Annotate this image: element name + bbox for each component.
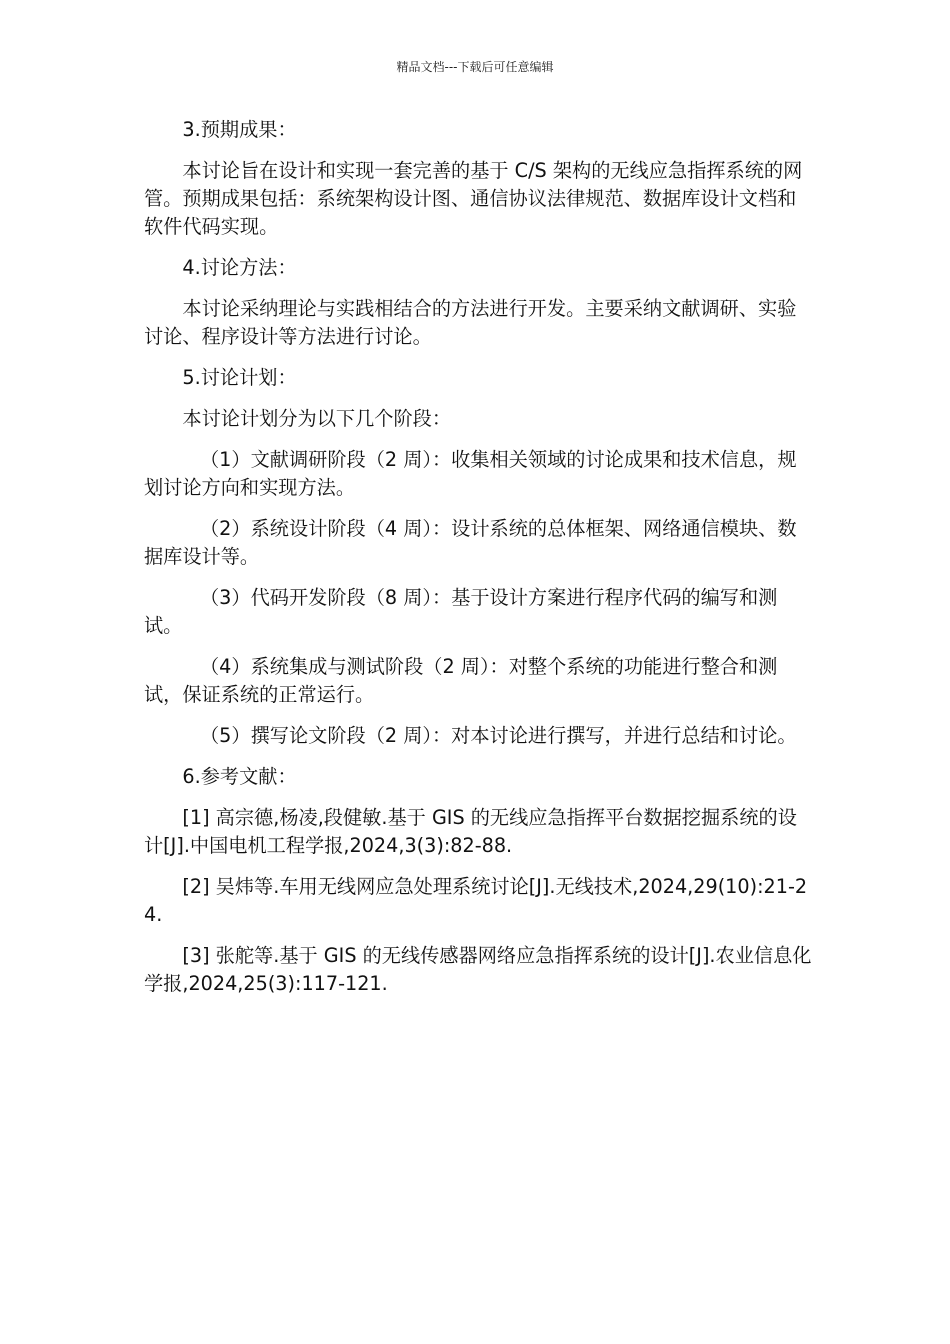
plan-stage-1: （1）文献调研阶段（2 周）：收集相关领域的讨论成果和技术信息，规划讨论方向和实现方法。: [144, 448, 797, 499]
reference-3: [3] 张舵等.基于 GIS 的无线传感器网络应急指挥系统的设计[J].农业信息化学报,2024,25(3):117-121.: [144, 944, 812, 995]
methods-paragraph: 本讨论采纳理论与实践相结合的方法进行开发。主要采纳文献调研、实验讨论、程序设计等方法进行讨论。: [144, 297, 797, 348]
section-heading-references: 6.参考文献：: [182, 765, 297, 788]
section-heading-expected-results: 3.预期成果：: [182, 118, 297, 141]
reference-1: [1] 高宗德,杨凌,段健敏.基于 GIS 的无线应急指挥平台数据挖掘系统的设计[J].中国电机工程学报,2024,3(3):82-88.: [144, 806, 797, 857]
plan-intro-paragraph: 本讨论计划分为以下几个阶段：: [182, 407, 452, 430]
section-heading-methods: 4.讨论方法：: [182, 256, 297, 279]
plan-stage-2: （2）系统设计阶段（4 周）：设计系统的总体框架、网络通信模块、数据库设计等。: [144, 517, 797, 568]
expected-results-paragraph: 本讨论旨在设计和实现一套完善的基于 C/S 架构的无线应急指挥系统的网管。预期成果包括：系统架构设计图、通信协议法律规范、数据库设计文档和软件代码实现。: [144, 159, 803, 238]
plan-stage-4: （4）系统集成与测试阶段（2 周）：对整个系统的功能进行整合和测试，保证系统的正常运行。: [144, 655, 778, 706]
page-header: 精品文档---下载后可任意编辑: [396, 60, 554, 74]
reference-2: [2] 吴炜等.车用无线网应急处理系统讨论[J].无线技术,2024,29(10):21-24.: [144, 875, 808, 926]
plan-stage-5: （5）撰写论文阶段（2 周）：对本讨论进行撰写，并进行总结和讨论。: [200, 724, 797, 747]
plan-stage-3: （3）代码开发阶段（8 周）：基于设计方案进行程序代码的编写和测试。: [144, 586, 778, 637]
section-heading-plan: 5.讨论计划：: [182, 366, 297, 389]
document-body: [144, 116, 814, 1011]
